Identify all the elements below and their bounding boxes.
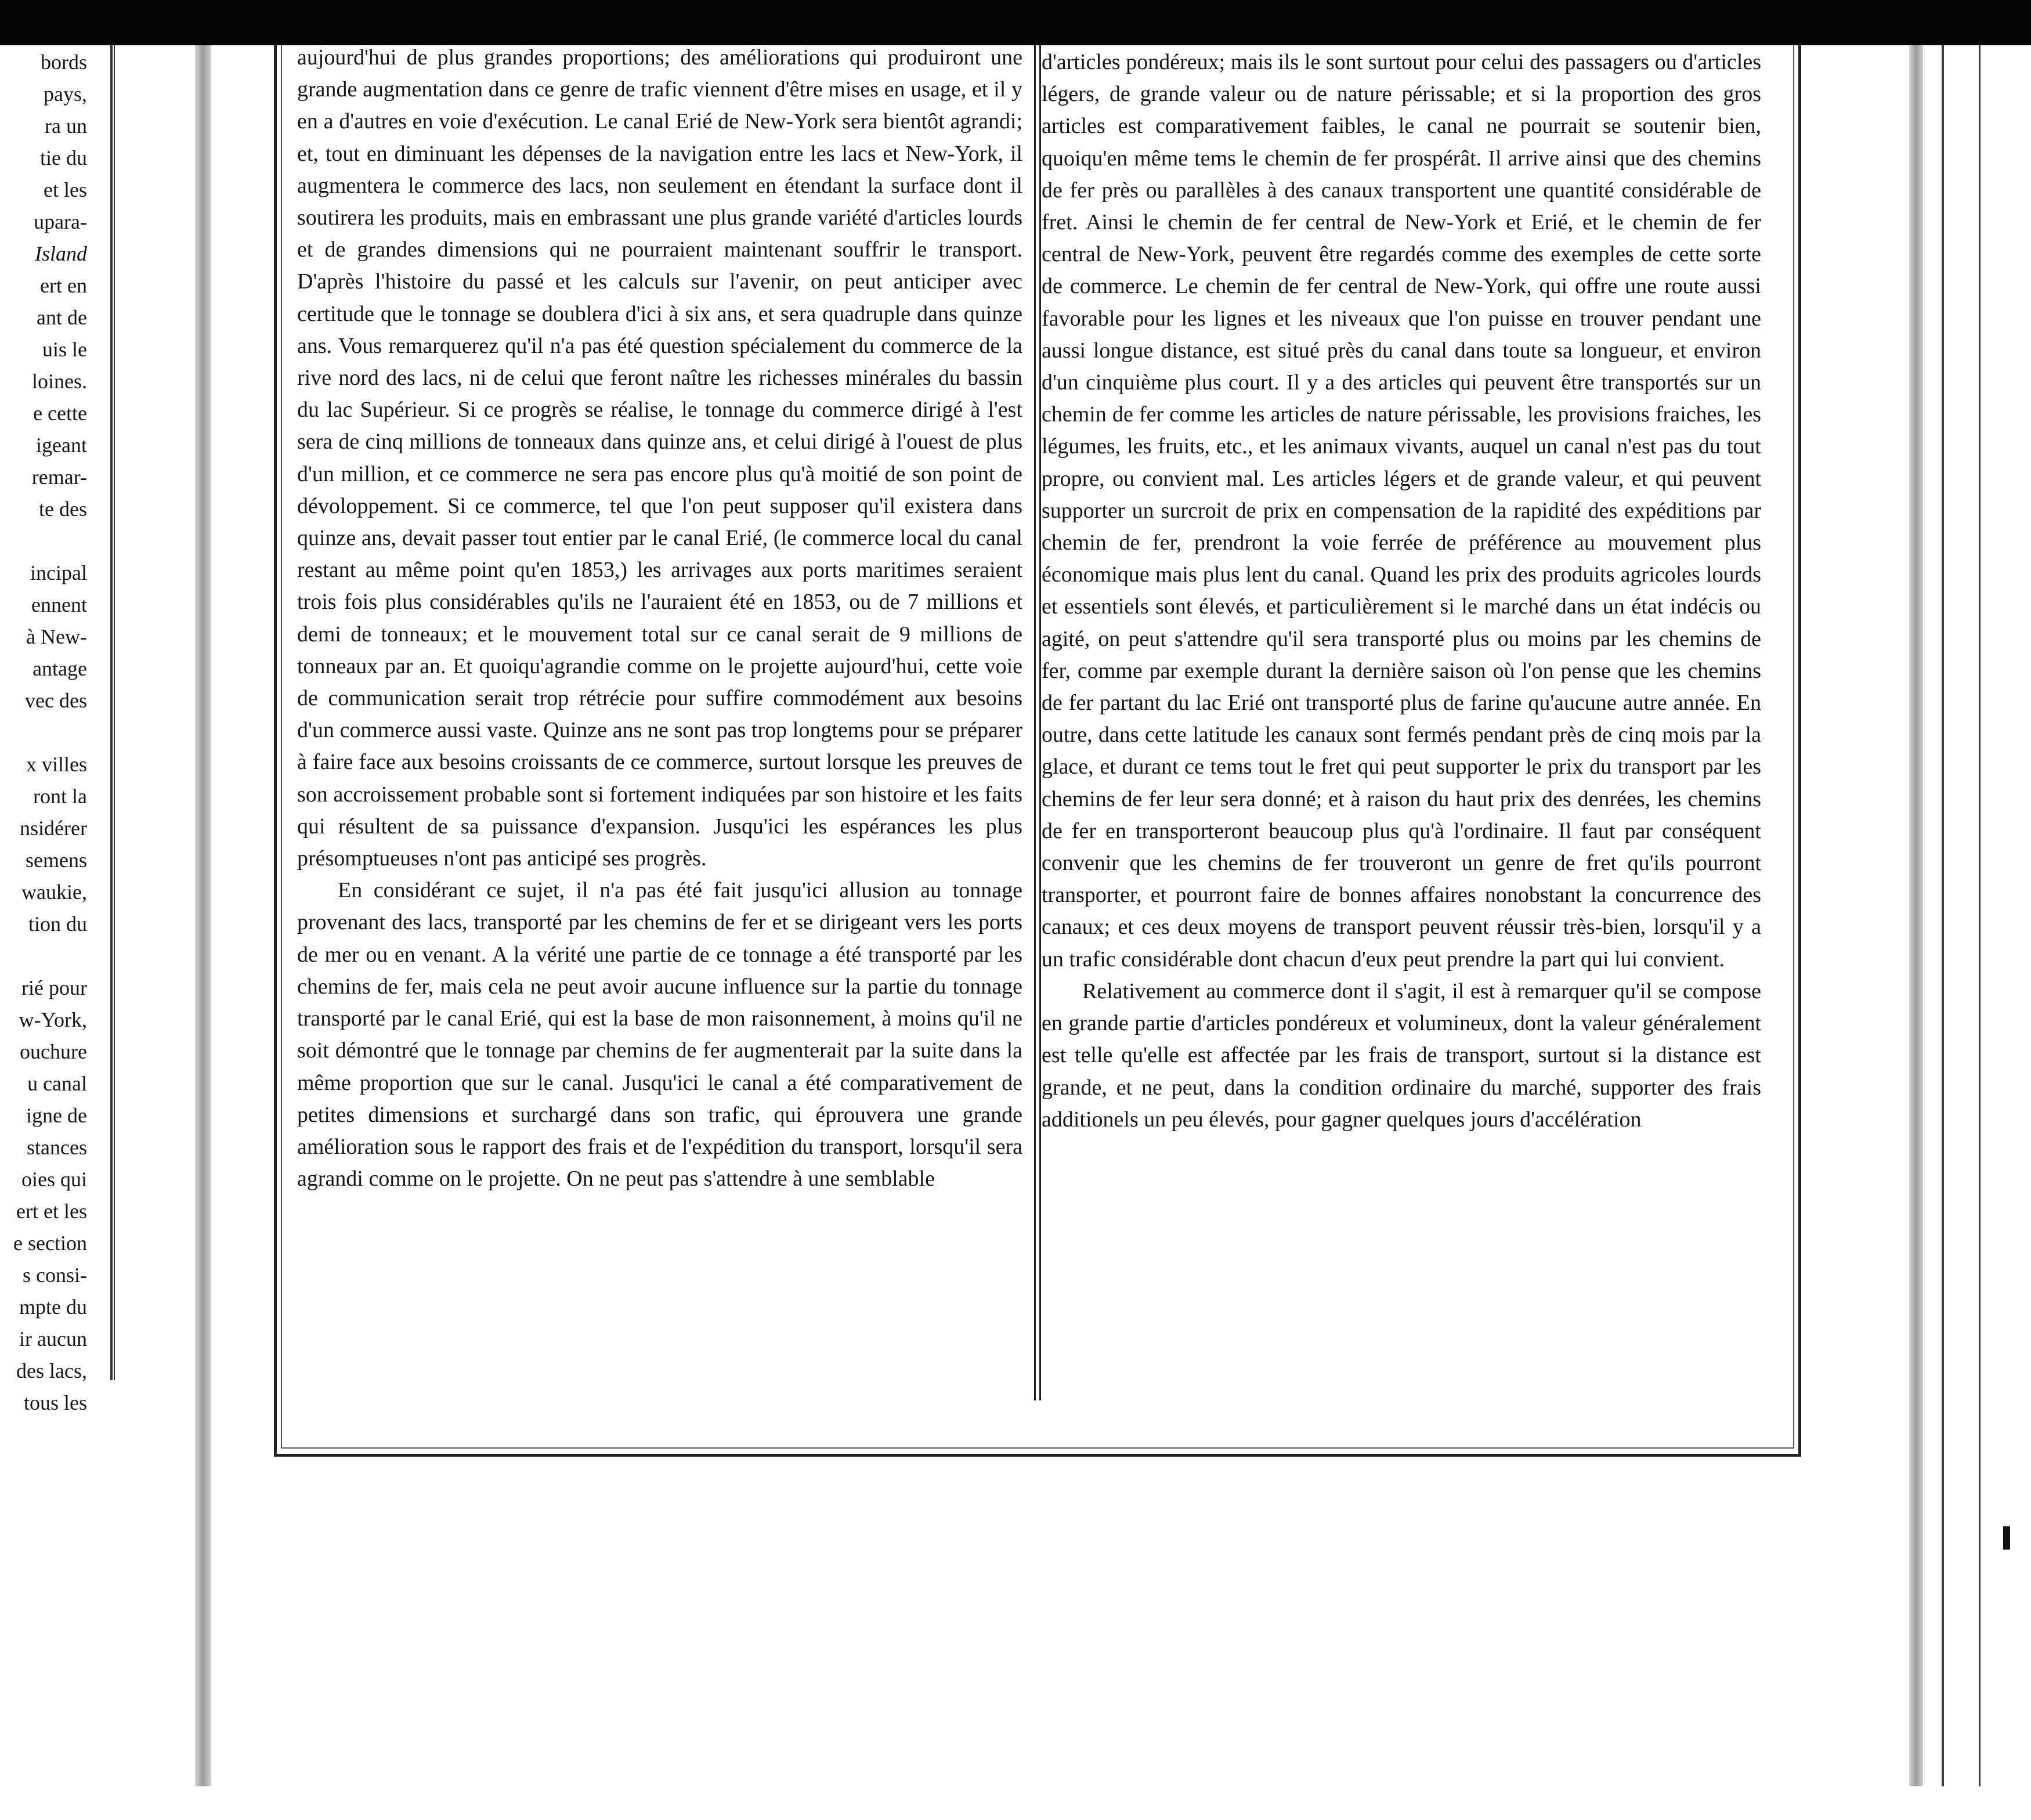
left-page-fragment-line: stances bbox=[27, 1136, 87, 1159]
left-page-fragment-line: u canal bbox=[27, 1072, 87, 1095]
left-page-fragment-line: e cette bbox=[33, 402, 87, 425]
left-page-fragment-line: loines. bbox=[32, 370, 87, 393]
scan-top-border bbox=[0, 0, 2031, 45]
right-margin-tick bbox=[2003, 1526, 2010, 1550]
left-page-fragment-line: à New- bbox=[26, 625, 87, 648]
left-page-fragment-line bbox=[0, 525, 87, 557]
right-page-edge-line bbox=[1942, 45, 1944, 1786]
paragraph: aujourd'hui de plus grandes proportions; des améliorations qui produiront une grande augmentation dans ce genre de trafic viennent d'être mises en usage, et il y en a d'autres en voie d'exécution. Le canal Erié de New-York sera bientôt agrandi; et, tout en diminuant les dépenses de la navigation entre les lacs et New-York, il augmentera le commerce des lacs, non seulement en étendant la surface dont il soutirera les produits, mais en embrassant une plus grande variété d'articles lourds et de grandes dimensions qui ne pourraient maintenant souffrir le transport. D'après l'histoire du passé et les calculs sur l'avenir, on peut anticiper avec certitude que le tonnage se doublera d'ici à six ans, et sera quadruple dans quinze ans. Vous remarquerez qu'il n'a pas été question spécialement du commerce de la rive nord des lacs, ni de celui que feront naître les richesses minérales du bassin du lac Supérieur. Si ce progrès se réalise, le tonnage du commerce dirigé à l'est sera de cinq millions de tonneaux dans quinze ans, et celui dirigé à l'ouest de plus d'un million, et ce commerce ne sera pas encore plus qu'à moitié de son point de dévoloppement. Si ce commerce, tel que l'on peut supposer qu'il existera dans quinze ans, devait passer tout entier par le canal Erié, (le commerce local du canal restant au même point qu'en 1853,) les arrivages aux ports maritimes seraient trois fois plus considérables qu'ils ne l'auraient été en 1853, ou de 7 millions et demi de tonneaux; et le mouvement total sur ce canal serait de 9 millions de tonneaux par an. Et quoiqu'agrandie comme on le projette aujourd'hui, cette voie de communication serait trop rétrécie pour suffire commodément aux besoins d'un commerce aussi vaste. Quinze ans ne sont pas trop longtems pour se préparer à faire face aux besoins croissants de ce commerce, surtout lorsque les preuves de son accroissement probable sont si fortement indiquées par son histoire et les faits qui résultent de sa puissance d'expansion. Jusqu'ici les espérances les plus présomptueuses n'ont pas anticipé ses progrès. bbox=[297, 45, 1022, 871]
paragraph: d'articles pondéreux; mais ils le sont surtout pour celui des passagers ou d'articles légers, de grande valeur ou de nature périssable; et si la proportion des gros articles est comparativement faibles, le canal ne pourrait se soutenir bien, quoiqu'en même tems le chemin de fer prospérât. Il arrive ainsi que des chemins de fer près ou parallèles à des canaux transportent une quantité considérable de fret. Ainsi le chemin de fer central de New-York et Erié, et le chemin de fer central de New-York, peuvent être regardés comme des exemples de cette sorte de commerce. Le chemin de fer central de New-York, qui offre une route aussi favorable pour les lignes et les niveaux que l'on puisse en trouver pendant une aussi longue distance, est situé près du canal dans toute sa longueur, et environ d'un cinquième plus court. Il y a des articles qui peuvent être transportés sur un chemin de fer comme les articles de nature périssable, les provisions fraiches, les légumes, les fruits, etc., et les animaux vivants, auquel un canal n'est pas du tout propre, ou convient mal. Les articles légers et de grande valeur, et qui peuvent supporter un surcroit de prix en compensation de la rapidité des expéditions par chemin de fer, prendront la voie ferrée de préférence au mouvement plus économique mais plus lent du canal. Quand les prix des produits agricoles lourds et essentiels sont élevés, et particulièrement si le marché dans un état indécis ou agité, on peut s'attendre qu'il sera transporté plus ou moins par les chemins de fer, comme par exemple durant la dernière saison où l'on pense que les chemins de fer partant du lac Erié ont transporté plus de farine qu'aucune autre année. En outre, dans cette latitude les canaux sont fermés pendant près de cinq mois par la glace, et durant ce tems tout le fret qui peut supporter le prix du transport par les chemins de fer leur sera donné; et à raison du haut prix des denrées, les chemins de fer en transporteront beaucoup plus qu'à l'ordinaire. Il faut par conséquent convenir que les chemins de fer trouveront un genre de fret qu'ils pourront transporter, et pourront faire de bonnes affaires nonobstant la concurrence des canaux; et ces deux moyens de transport peuvent réussir très-bien, lorsqu'il y a un trafic considérable dont chacun d'eux peut prendre la part qui lui convient. bbox=[1042, 50, 1761, 972]
left-page-fragment-line: ennent bbox=[31, 593, 87, 616]
left-page-fragment-line: igeant bbox=[36, 434, 87, 457]
left-page-fragment-line: ant de bbox=[37, 306, 87, 329]
column-divider bbox=[1034, 45, 1041, 1400]
left-page-fragment-line: ront la bbox=[33, 785, 87, 808]
right-page-edge-line-2 bbox=[1979, 45, 1981, 1786]
page-gutter-shadow bbox=[195, 45, 211, 1786]
left-page-fragment-line: igne de bbox=[26, 1104, 87, 1127]
paragraph: Relativement au commerce dont il s'agit, il est à remarquer qu'il se compose en grande partie d'articles pondéreux et volumineux, dont la valeur généralement est telle qu'elle est affectée par les frais de transport, surtout si la distance est grande, et ne peut, dans la condition ordinaire du marché, supporter des frais additionels un peu élevés, pour gagner quelques jours d'accélération bbox=[1042, 978, 1761, 1132]
left-page-fragment-line: nsidérer bbox=[20, 817, 87, 840]
right-text-column bbox=[1042, 46, 1761, 1136]
left-page-fragment-line: vec des bbox=[25, 689, 87, 712]
left-page-fragment-line: uis le bbox=[42, 338, 87, 361]
left-page-fragment-line: ra un bbox=[45, 114, 87, 138]
left-page-fragment-line: semens bbox=[26, 848, 87, 872]
left-page-fragment-line: tion du bbox=[28, 912, 87, 936]
paragraph: En considérant ce sujet, il n'a pas été fait jusqu'ici allusion au tonnage provenant des lacs, transporté par les chemins de fer et se dirigeant vers les ports de mer ou en venant. A la vérité une partie de ce tonnage a été transporté par les chemins de fer, mais cela ne peut avoir aucune influence sur la partie du tonnage transporté par le canal Erié, qui est la base de mon raisonnement, à moins qu'il ne soit démontré que le tonnage par chemins de fer augmenterait par la suite dans la même proportion que sur le canal. Jusqu'ici le canal a été comparativement de petites dimensions et surchargé dans son trafic, qui éprouvera une grande amélioration sous le rapport des frais et de l'expédition du transport, lorsqu'il sera agrandi comme on le projette. On ne peut pas s'attendre à une semblable bbox=[297, 878, 1022, 1191]
left-page-fragment-line: ert en bbox=[40, 274, 87, 297]
left-page-fragment-line: mpte du bbox=[19, 1295, 87, 1319]
left-page-fragment-line: tous les bbox=[23, 1391, 87, 1414]
left-page-fragment-line: remar- bbox=[31, 465, 87, 489]
left-page-fragment-line: des lacs, bbox=[16, 1359, 87, 1382]
left-page-fragment-line: tie du bbox=[40, 146, 87, 169]
left-page-fragment-line: antage bbox=[32, 657, 87, 680]
left-page-fragment-line: s consi- bbox=[23, 1263, 87, 1287]
left-page-fragment-line: incipal bbox=[30, 561, 87, 584]
left-page-fragment-line: e section bbox=[13, 1232, 87, 1255]
left-page-fragment-line: et les bbox=[44, 178, 87, 201]
left-page-fragment-line: ert et les bbox=[16, 1200, 87, 1223]
left-page-fragment-line: upara- bbox=[34, 210, 87, 233]
left-page-column-rule bbox=[111, 45, 115, 1380]
left-page-fragment-line bbox=[0, 717, 87, 749]
left-page-fragment-line: waukie, bbox=[21, 880, 87, 904]
left-page-fragment-line: Island bbox=[35, 242, 87, 265]
left-page-fragment-line: te des bbox=[39, 497, 87, 521]
left-page-fragment-line: rié pour bbox=[21, 976, 87, 999]
left-page-fragment-line: ouchure bbox=[20, 1040, 87, 1063]
left-page-fragment-line: w-York, bbox=[19, 1008, 87, 1031]
left-page-fragment-line: pays, bbox=[44, 82, 87, 106]
left-page-fragment-line: oies qui bbox=[21, 1168, 87, 1191]
left-page-fragments bbox=[0, 46, 87, 1419]
left-page-fragment-line: x villes bbox=[26, 753, 87, 776]
right-gutter-shadow bbox=[1909, 45, 1923, 1786]
left-text-column bbox=[297, 42, 1022, 1195]
left-page-fragment-line: ir aucun bbox=[19, 1327, 87, 1350]
left-page-fragment-line: bords bbox=[41, 50, 87, 74]
left-page-fragment-line bbox=[0, 940, 87, 972]
